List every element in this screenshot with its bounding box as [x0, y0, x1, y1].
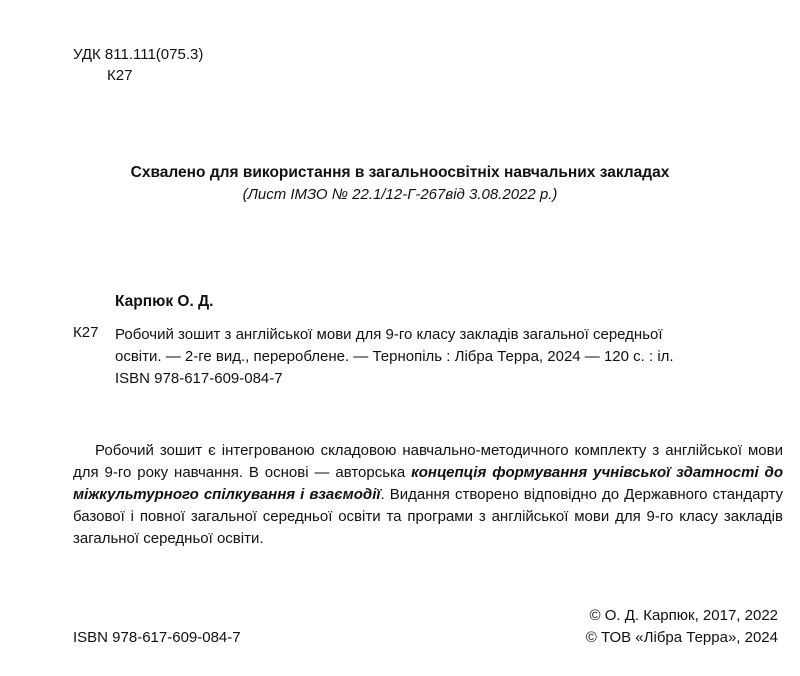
catalog-code: К27	[73, 324, 99, 341]
annotation-paragraph	[73, 440, 783, 550]
copyright-publisher: © ТОВ «Лібра Терра», 2024	[585, 629, 778, 646]
bibliographic-description	[115, 324, 787, 390]
annotation-part-2: . Видання створено відповідно до Державного стандарту базової і повної загальної середньої освіти та програми з англійської мови для 9-го класу закладів загальної середньої освіти.	[73, 486, 783, 547]
author-name: Карпюк О. Д.	[115, 293, 214, 310]
udk-code: УДК 811.111(075.3)	[73, 46, 204, 63]
biblio-isbn: ISBN 978-617-609-084-7	[115, 370, 283, 387]
copyright-author: © О. Д. Карпюк, 2017, 2022	[589, 607, 778, 624]
annotation-emphasis: концепція формування учнівської здатності до міжкультурного спілкування і взаємодії	[73, 464, 783, 503]
approval-letter: (Лист ІМЗО № 22.1/12-Г-267від 3.08.2022 р.)	[242, 186, 558, 203]
approval-text: Схвалено для використання в загальноосвітніх навчальних закладах	[130, 164, 670, 181]
annotation-part-1: Робочий зошит є інтегрованою складовою навчально-методичного комплекту з англійської мови для 9-го року навчання. В основі — авторська	[73, 442, 783, 481]
udk-index: К27	[107, 67, 133, 84]
biblio-line-1: Робочий зошит з англійської мови для 9-го класу закладів загальної середньої	[115, 326, 663, 343]
biblio-line-2: освіти. — 2-ге вид., перероблене. — Тернопіль : Лібра Терра, 2024 — 120 с. : іл.	[115, 348, 674, 365]
footer-isbn: ISBN 978-617-609-084-7	[73, 629, 241, 646]
